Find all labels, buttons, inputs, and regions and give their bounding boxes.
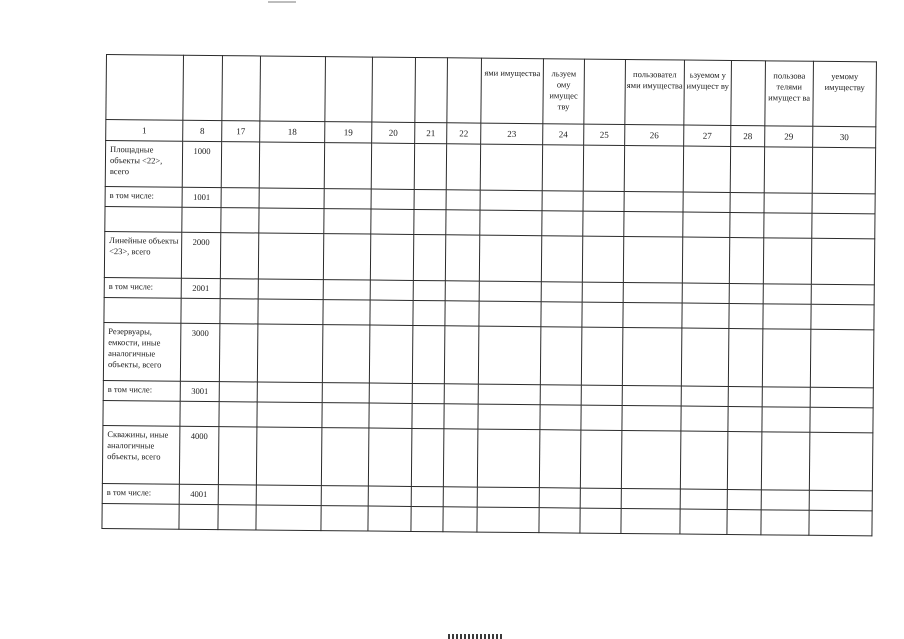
data-cell: [582, 282, 623, 302]
data-cell: [811, 284, 874, 305]
data-cell: [762, 387, 810, 407]
data-cell: [622, 385, 681, 406]
data-cell: [480, 144, 542, 191]
data-cell: [323, 300, 370, 325]
scan-mark-bottom: [448, 634, 504, 639]
data-cell: [480, 190, 542, 211]
column-number: 26: [625, 124, 684, 146]
data-cell: [583, 211, 624, 236]
data-cell: [258, 299, 323, 325]
data-cell: [583, 191, 624, 211]
data-cell: [413, 234, 445, 280]
data-cell: [443, 487, 477, 507]
column-number: 27: [684, 125, 731, 146]
data-cell: [413, 300, 445, 325]
data-cell: [321, 486, 368, 506]
column-number: 17: [222, 121, 260, 142]
header-cell: [222, 56, 261, 121]
data-cell: [812, 193, 875, 214]
data-cell: [322, 325, 370, 383]
data-cell: [682, 283, 729, 303]
row-code: [179, 504, 218, 529]
data-cell: [683, 192, 730, 212]
data-cell: [478, 384, 540, 405]
data-cell: [218, 427, 257, 485]
data-cell: [257, 382, 322, 403]
data-cell: [727, 509, 761, 534]
data-cell: [371, 143, 414, 189]
column-number: 30: [813, 126, 876, 148]
scan-mark-top: [268, 1, 296, 3]
data-cell: [730, 212, 764, 237]
data-cell: [218, 505, 256, 530]
data-cell: [623, 282, 682, 303]
row-name: [103, 400, 180, 426]
data-cell: [539, 508, 580, 533]
column-number: 8: [183, 120, 222, 141]
data-cell: [480, 210, 542, 236]
data-cell: [809, 510, 872, 536]
column-number: 21: [415, 122, 447, 143]
data-cell: [324, 209, 371, 234]
row-code: 4001: [179, 484, 218, 504]
data-cell: [444, 404, 478, 429]
table-row: [104, 231, 874, 284]
data-cell: [478, 326, 541, 385]
table-row: [105, 141, 875, 194]
row-code: [181, 298, 220, 323]
header-cell: уемому имуществу: [813, 61, 877, 127]
data-cell: [370, 234, 413, 280]
data-cell: [763, 304, 811, 329]
data-cell: [623, 302, 682, 328]
data-cell: [324, 189, 371, 209]
data-cell: [540, 385, 581, 405]
data-cell: [444, 326, 479, 384]
data-cell: [368, 486, 411, 506]
data-cell: [220, 279, 258, 299]
data-cell: [443, 429, 478, 487]
data-cell: [445, 235, 479, 281]
row-code: 4000: [179, 426, 219, 484]
data-cell: [621, 508, 680, 534]
data-cell: [764, 213, 812, 238]
data-cell: [728, 386, 762, 406]
data-cell: [583, 145, 624, 191]
data-cell: [412, 383, 444, 403]
data-cell: [622, 327, 682, 386]
row-code: 2001: [181, 278, 220, 298]
data-cell: [370, 280, 413, 300]
data-cell: [728, 328, 763, 386]
data-cell: [540, 405, 581, 430]
header-cell: пользова телями имущест ва: [765, 61, 814, 126]
data-cell: [811, 238, 874, 285]
data-cell: [414, 143, 446, 189]
data-cell: [728, 406, 762, 431]
data-cell: [446, 210, 480, 235]
data-cell: [256, 505, 321, 531]
data-cell: [624, 145, 683, 192]
data-cell: [580, 430, 622, 488]
data-cell: [763, 238, 811, 284]
data-cell: [445, 301, 479, 326]
data-cell: [542, 191, 583, 211]
header-cell: [106, 55, 184, 121]
header-cell: пользовател ями имущества: [625, 59, 685, 125]
row-name: в том числе:: [105, 186, 182, 207]
data-cell: [624, 211, 683, 237]
data-cell: [682, 303, 729, 328]
data-cell: [411, 428, 444, 486]
header-cell: [260, 56, 326, 122]
data-cell: [810, 329, 874, 388]
data-cell: [444, 384, 478, 404]
data-cell: [541, 282, 582, 302]
data-cell: [682, 237, 729, 283]
data-cell: [256, 427, 322, 486]
data-cell: [539, 430, 581, 488]
data-cell: [369, 403, 412, 428]
data-rows: [102, 141, 876, 536]
data-cell: [681, 386, 728, 406]
data-cell: [323, 280, 370, 300]
data-cell: [219, 382, 257, 402]
row-name: в том числе:: [104, 277, 181, 298]
data-cell: [811, 304, 874, 330]
data-cell: [259, 142, 324, 189]
data-cell: [411, 486, 443, 506]
row-code: 3001: [180, 381, 219, 401]
table-row: [102, 425, 873, 490]
data-cell: [256, 485, 321, 506]
data-cell: [622, 405, 681, 431]
data-cell: [621, 488, 680, 509]
data-cell: [414, 189, 446, 209]
column-number: 29: [765, 126, 813, 147]
row-code: 2000: [181, 232, 220, 278]
data-cell: [764, 193, 812, 213]
data-cell: [477, 429, 540, 488]
data-cell: [812, 147, 875, 194]
data-cell: [446, 190, 480, 210]
row-code: [182, 207, 221, 232]
data-cell: [413, 280, 445, 300]
data-cell: [730, 192, 764, 212]
header-cell: ьзуемом у имущест ву: [684, 60, 732, 125]
data-cell: [368, 506, 411, 531]
data-cell: [221, 188, 259, 208]
data-cell: [321, 428, 369, 486]
data-cell: [324, 143, 371, 189]
data-cell: [762, 329, 811, 387]
header-cell: [325, 57, 373, 122]
data-cell: [257, 324, 323, 383]
data-cell: [221, 142, 259, 188]
data-cell: [370, 300, 413, 325]
column-number: 20: [372, 122, 415, 143]
data-cell: [368, 428, 412, 486]
data-cell: [323, 234, 370, 280]
data-cell: [680, 431, 728, 489]
data-cell: [477, 507, 539, 533]
data-cell: [623, 236, 682, 283]
column-number: 1: [106, 120, 183, 142]
data-cell: [810, 387, 873, 408]
header-cell: [183, 55, 223, 120]
row-code: 3000: [180, 323, 220, 381]
data-cell: [321, 506, 368, 531]
data-cell: [258, 233, 323, 280]
data-cell: [541, 302, 582, 327]
data-cell: [580, 508, 621, 533]
data-cell: [727, 431, 762, 489]
data-cell: [479, 301, 541, 327]
data-cell: [478, 404, 540, 430]
data-cell: [221, 208, 259, 233]
data-cell: [371, 189, 414, 209]
data-cell: [809, 490, 872, 511]
data-cell: [539, 488, 580, 508]
data-cell: [259, 188, 324, 209]
data-cell: [445, 281, 479, 301]
data-cell: [580, 488, 621, 508]
column-number: 24: [543, 124, 584, 145]
data-cell: [257, 402, 322, 428]
data-cell: [810, 407, 873, 433]
data-cell: [542, 211, 583, 236]
data-cell: [219, 402, 257, 427]
data-cell: [414, 209, 446, 234]
data-cell: [764, 147, 812, 193]
data-cell: [581, 327, 623, 385]
row-name: Линейные объекты <23>, всего: [104, 231, 181, 278]
row-name: Скважины, иные аналогичные объекты, всего: [102, 425, 180, 484]
data-cell: [220, 299, 258, 324]
data-cell: [542, 145, 583, 191]
data-cell: [540, 327, 582, 385]
column-number: 25: [584, 124, 625, 145]
row-name: Резервуары, емкости, иные аналогичные объекты, всего: [103, 322, 181, 381]
row-name: [104, 297, 181, 323]
data-cell: [761, 490, 809, 510]
column-number: 28: [731, 126, 765, 147]
row-code: [180, 401, 219, 426]
data-cell: [680, 509, 727, 534]
data-cell: [412, 325, 445, 383]
data-cell: [761, 510, 809, 535]
header-cell: [415, 57, 448, 122]
data-cell: [369, 325, 413, 383]
row-name: [105, 206, 182, 232]
data-cell: [541, 236, 582, 282]
column-number: 19: [325, 122, 372, 143]
table-row: [103, 322, 874, 387]
row-name: в том числе:: [102, 483, 179, 504]
data-cell: [369, 383, 412, 403]
column-number: 23: [481, 123, 543, 145]
data-cell: [479, 235, 541, 282]
form-sheet: [101, 54, 876, 536]
data-cell: [624, 191, 683, 212]
header-cell: льзуем ому имущес тву: [543, 59, 585, 124]
data-cell: [322, 403, 369, 428]
data-cell: [220, 233, 258, 279]
data-cell: [621, 430, 681, 489]
data-cell: [581, 385, 622, 405]
data-cell: [681, 328, 729, 386]
data-cell: [582, 302, 623, 327]
data-cell: [729, 283, 763, 303]
data-cell: [683, 146, 730, 192]
data-cell: [729, 303, 763, 328]
data-cell: [258, 279, 323, 300]
data-cell: [582, 236, 623, 282]
property-table: [101, 54, 877, 536]
data-cell: [761, 432, 810, 490]
data-cell: [219, 324, 258, 382]
row-name: Площадные объекты <22>, всего: [105, 141, 182, 188]
column-number: 22: [447, 123, 481, 144]
data-cell: [727, 489, 761, 509]
data-cell: [477, 487, 539, 508]
header-cell: [372, 57, 416, 122]
row-name: [102, 503, 179, 529]
data-cell: [812, 213, 875, 239]
header-cell: [584, 59, 626, 124]
data-cell: [763, 284, 811, 304]
header-cell: ями имущества: [481, 58, 544, 124]
data-cell: [218, 485, 256, 505]
column-number: 18: [260, 121, 325, 143]
row-code: 1000: [182, 141, 221, 187]
data-cell: [729, 237, 763, 283]
data-cell: [581, 405, 622, 430]
row-name: в том числе:: [103, 380, 180, 401]
data-cell: [446, 144, 480, 190]
data-cell: [680, 489, 727, 509]
data-cell: [809, 432, 873, 491]
row-code: 1001: [182, 187, 221, 207]
data-cell: [683, 212, 730, 237]
data-cell: [443, 507, 477, 532]
header-row: [106, 55, 877, 127]
header-cell: [447, 58, 482, 123]
data-cell: [762, 407, 810, 432]
data-cell: [479, 281, 541, 302]
data-cell: [371, 209, 414, 234]
data-cell: [412, 403, 444, 428]
header-cell: [731, 61, 766, 126]
data-cell: [411, 506, 443, 531]
data-cell: [681, 406, 728, 431]
data-cell: [259, 208, 324, 234]
data-cell: [730, 147, 764, 193]
data-cell: [322, 383, 369, 403]
